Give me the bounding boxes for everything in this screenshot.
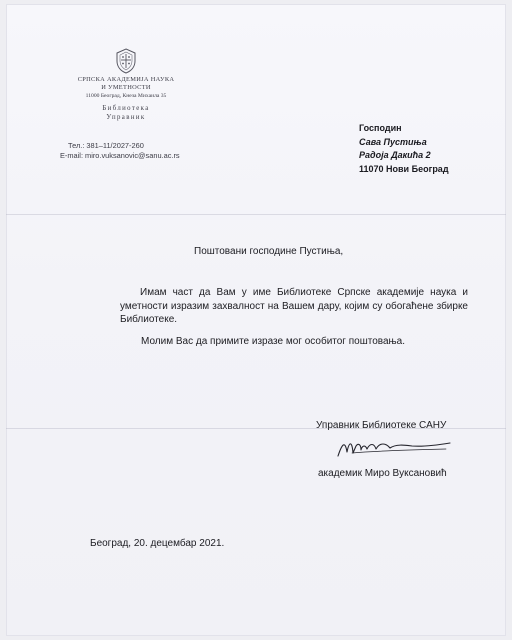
email-address: E-mail: miro.vuksanovic@sanu.ac.rs xyxy=(60,151,180,160)
signatory-title: Управник Библиотеке САНУ xyxy=(316,420,447,431)
department-name: Библиотека xyxy=(102,105,150,112)
contact-block xyxy=(60,141,200,161)
salutation: Поштовани господине Пустиња, xyxy=(194,246,344,257)
recipient-city: 11070 Нови Београд xyxy=(359,163,449,174)
recipient-address xyxy=(359,122,449,176)
body-paragraph-text: Имам част да Вам у име Библиотеке Српске академије наука и уметности изразим захвалност на Вашем дару, којим су обогаћене збирке Библиотеке. xyxy=(120,287,468,326)
position-title: Управник xyxy=(106,114,146,121)
recipient-name: Сава Пустиња xyxy=(359,136,427,147)
place-and-date: Београд, 20. децембар 2021. xyxy=(90,538,225,549)
body-paragraph xyxy=(120,286,468,327)
academy-crest-icon xyxy=(115,48,137,74)
paper-fold-line xyxy=(6,214,506,215)
recipient-title: Господин xyxy=(359,123,402,133)
signatory-name: академик Миро Вуксановић xyxy=(318,468,447,479)
closing-sentence: Молим Вас да примите изразе мог особитог поштовања. xyxy=(141,336,405,347)
institution-name-line2: И УМЕТНОСТИ xyxy=(101,84,151,91)
letterhead xyxy=(62,48,190,122)
recipient-street: Радоја Дакића 2 xyxy=(359,150,431,160)
phone-number: Тел.: 381–11/2027-260 xyxy=(68,141,144,150)
handwritten-signature xyxy=(334,434,454,464)
institution-address: 11000 Београд, Кнеза Михаила 35 xyxy=(85,93,167,99)
institution-name-line1: СРПСКА АКАДЕМИЈА НАУКА xyxy=(77,76,175,83)
